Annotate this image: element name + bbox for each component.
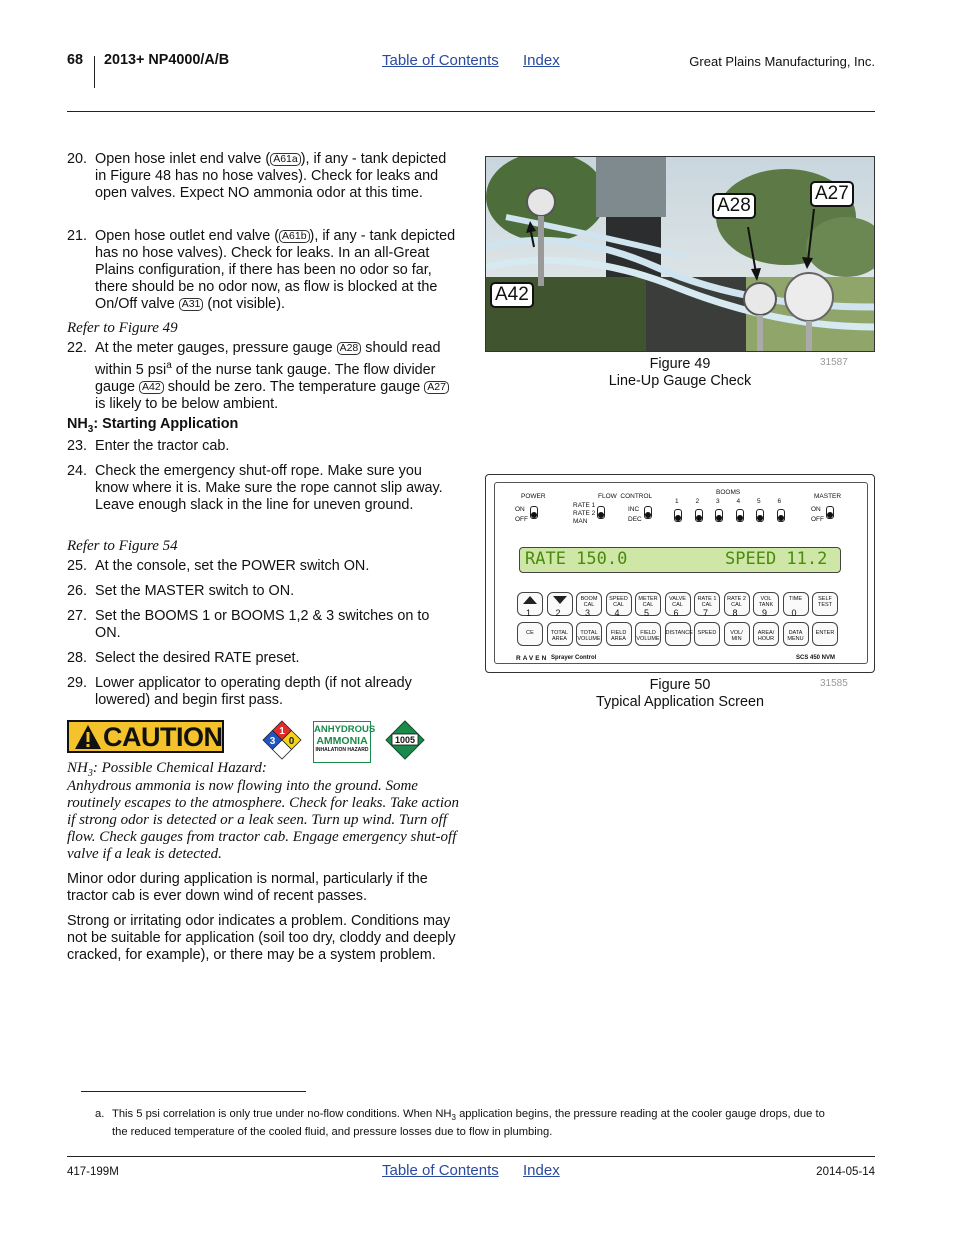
footer-rule: [67, 1156, 875, 1157]
boom-number: 6: [777, 498, 782, 505]
figure-49-id: 31587: [820, 357, 848, 368]
callout-a27: A27: [810, 181, 854, 207]
ammonia-sign: ANHYDROUS AMMONIA INHALATION HAZARD: [313, 721, 371, 763]
footer-date: 2014-05-14: [816, 1166, 875, 1178]
step-21: 21. Open hose outlet end valve ( A61b ), if any - tank depicted has no hose valves). Check for leaks. In an all-Great Plains configuration, if there has been no odor so far, there should be no odor now, as flow is blocked at the On/Off valve A31 (not visible).: [67, 228, 456, 312]
boom-switch[interactable]: [736, 509, 744, 522]
master-label: MASTER: [814, 493, 842, 500]
flow-control-switch[interactable]: [644, 506, 652, 519]
figure-49-caption: Line-Up Gauge Check: [608, 373, 752, 389]
key-label: RATE 1 CAL: [697, 596, 717, 608]
console-key[interactable]: [576, 622, 602, 646]
console-key[interactable]: [517, 622, 543, 646]
key-number: 5: [644, 608, 650, 618]
key-label: AREA/ HOUR: [757, 630, 775, 642]
console-key[interactable]: [635, 622, 661, 646]
toc-link[interactable]: Table of Contents: [382, 52, 499, 69]
key-label: SPEED CAL: [609, 596, 628, 608]
figure-49-photo: [485, 156, 875, 352]
key-number: 8: [732, 608, 738, 618]
key-label: SELF TEST: [817, 596, 833, 608]
ref-a61a: A61a: [270, 153, 301, 166]
power-label: POWER: [521, 493, 546, 500]
model-name: SCS 450 NVM: [796, 655, 836, 661]
console-key[interactable]: [812, 592, 838, 616]
arrow-down-icon: [553, 596, 567, 604]
boom-switch[interactable]: [695, 509, 703, 522]
company-name: Great Plains Manufacturing, Inc.: [689, 54, 875, 69]
key-number: 6: [673, 608, 679, 618]
header-rule: [67, 111, 875, 112]
step-25: 25. At the console, set the POWER switch ON.: [67, 558, 370, 574]
caution-label: CAUTION: [67, 720, 224, 753]
header-divider: [94, 56, 95, 88]
nfpa-health: 3: [269, 736, 276, 747]
key-label: VOL/ MIN: [730, 630, 743, 642]
key-number: 1: [526, 608, 532, 618]
model-title: 2013+ NP4000/A/B: [104, 52, 230, 68]
un-1005-placard-icon: [385, 720, 425, 760]
callout-a42: A42: [490, 282, 534, 308]
key-label: TOTAL AREA: [550, 630, 569, 642]
nfpa-diamond-icon: [262, 720, 302, 760]
refer-figure-49: Refer to Figure 49: [67, 320, 178, 336]
key-label: CE: [526, 630, 534, 636]
footer-toc-link[interactable]: Table of Contents: [382, 1162, 499, 1179]
figure-50-id: 31585: [820, 678, 848, 689]
console-key[interactable]: [694, 622, 720, 646]
key-label: ENTER: [815, 630, 835, 636]
footnote: a. This 5 psi correlation is only true under no-flow conditions. When $NH_3$ application begins, the pressure reading at the cooler gauge drops, due to the reduced temperature of the cooled fluid, and pressure losses due to flow in plumbing.: [95, 1108, 825, 1139]
figure-50-console: POWER ON OFF RATE 1 RATE 2 MAN FLOW CONTROL INC DEC BOOMS MASTER ON OFF RATE 150.0 SPEED 11.2 RAVEN Sprayer Control SCS 450 NVM 1 2 3 4 5 6 1 2 BOOM CAL 3 SPEED CAL 4 METER CAL 5 VALVE CAL 6 RATE 1 CAL 7 RATE 2 CAL 8 VOL TANK 9 TIME 0 SELF TEST CE TOTAL AREA TOTAL VOLUME FIELD AREA FIELD VOLUME DISTANCE SPEED VOL/ MIN AREA/ HOUR DATA MENU ENTER: [485, 474, 875, 673]
step-20: 20. Open hose inlet end valve ( A61a ), if any - tank depicted in Figure 48 has no hose valves). Check for leaks and open valves. Expect NO ammonia odor at this time.: [67, 151, 447, 201]
paragraph-strong-odor: Strong or irritating odor indicates a problem. Conditions may not be suitable for application (soil too dry, cloddy and deeply cracked, for example), or there may be a system problem.: [67, 913, 456, 963]
console-key[interactable]: [665, 622, 691, 646]
warning-triangle-icon: [73, 723, 103, 751]
product-name: Sprayer Control: [551, 655, 597, 661]
step-22: 22. At the meter gauges, pressure gauge A28 should read within 5 psi$^a$ of the nurse tank gauge. The flow divider gauge A42 should be zero. The temperature gauge A27 is likely to be below ambient.: [67, 340, 457, 413]
step-27: 27. Set the BOOMS 1 or BOOMS 1,2 & 3 switches on to ON.: [67, 608, 430, 641]
key-label: TIME: [788, 596, 803, 602]
svg-text:1005: 1005: [394, 735, 416, 745]
master-switch[interactable]: [826, 506, 834, 519]
step-28: 28. Select the desired RATE preset.: [67, 650, 300, 666]
boom-switch[interactable]: [777, 509, 785, 522]
arrow-up-icon: [523, 596, 537, 604]
boom-switch[interactable]: [715, 509, 723, 522]
doc-number: 417-199M: [67, 1166, 119, 1178]
console-key[interactable]: [724, 622, 750, 646]
boom-number: 2: [695, 498, 700, 505]
key-number: 2: [555, 608, 561, 618]
refer-figure-54: Refer to Figure 54: [67, 538, 178, 554]
key-label: VALVE CAL: [669, 596, 686, 608]
key-label: BOOM CAL: [580, 596, 598, 608]
brand-raven: RAVEN: [516, 655, 549, 662]
boom-number: 3: [716, 498, 720, 505]
step-26: 26. Set the MASTER switch to ON.: [67, 583, 295, 599]
section-heading: $NH_3$: Starting Application: [67, 416, 239, 435]
ref-a31: A31: [179, 298, 204, 311]
step-29: 29. Lower applicator to operating depth (if not already lowered) and begin first pass.: [67, 675, 412, 708]
paragraph-minor-odor: Minor odor during application is normal, particularly if the tractor cab is ever down wind of recent passes.: [67, 871, 428, 904]
booms-label: BOOMS: [716, 489, 741, 496]
key-label: FIELD VOLUME: [636, 630, 660, 642]
lcd-rate: RATE 150.0: [525, 549, 628, 569]
callout-a28: A28: [712, 193, 756, 219]
nfpa-reactivity: 0: [288, 736, 295, 747]
ref-a28: A28: [337, 342, 362, 355]
key-label: TOTAL VOLUME: [577, 630, 601, 642]
key-number: 3: [585, 608, 591, 618]
power-switch[interactable]: [530, 506, 538, 519]
boom-number: 4: [736, 498, 741, 505]
nfpa-flammability: 1: [279, 726, 285, 737]
key-label: VOL TANK: [758, 596, 774, 608]
key-number: 7: [703, 608, 709, 618]
figure-50-caption: Typical Application Screen: [596, 694, 764, 710]
key-label: FIELD AREA: [610, 630, 627, 642]
console-key[interactable]: [606, 622, 632, 646]
console-key[interactable]: [753, 622, 779, 646]
key-label: SPEED: [697, 630, 717, 636]
page-number: 68: [67, 52, 84, 68]
caution-title: $NH_3$: Possible Chemical Hazard:: [67, 760, 267, 779]
figure-50-number: Figure 50: [649, 677, 711, 693]
boom-switch[interactable]: [756, 509, 764, 522]
key-label: DISTANCE: [665, 630, 693, 636]
figure-49-number: Figure 49: [649, 356, 711, 372]
footnote-rule: [81, 1091, 306, 1092]
key-label: DATA MENU: [787, 630, 804, 642]
boom-number: 1: [675, 498, 679, 505]
console-key[interactable]: [783, 622, 809, 646]
ref-a27: A27: [424, 381, 449, 394]
footnote-mark[interactable]: a: [166, 360, 172, 371]
rate-switch[interactable]: [597, 506, 605, 519]
footer-index-link[interactable]: Index: [523, 1162, 560, 1179]
flow-control-label: FLOW CONTROL: [598, 493, 653, 500]
key-label: METER CAL: [638, 596, 658, 608]
boom-switch[interactable]: [674, 509, 682, 522]
key-number: 4: [614, 608, 620, 618]
caution-body: Anhydrous ammonia is now flowing into the ground. Some routinely escapes to the atmosphere. Check for leaks. Take action if strong odor is detected or a leak seen. Turn up wind. Turn off flow. Check gauges from tractor cab. Engage emergency shut-off valve if a leak is detected.: [67, 778, 459, 862]
key-label: RATE 2 CAL: [727, 596, 746, 608]
boom-number: 5: [757, 498, 761, 505]
ref-a61b: A61b: [279, 230, 310, 243]
lcd-display: [519, 547, 841, 573]
console-key[interactable]: [547, 622, 573, 646]
key-number: 0: [791, 608, 797, 618]
index-link[interactable]: Index: [523, 52, 560, 69]
step-23: 23. Enter the tractor cab.: [67, 438, 230, 454]
key-number: 9: [762, 608, 768, 618]
lcd-speed: SPEED 11.2: [725, 549, 828, 569]
step-24: 24. Check the emergency shut-off rope. Make sure you know where it is. Make sure the rope cannot slip away. Leave enough slack in the line for uneven ground.: [67, 463, 443, 513]
ref-a42: A42: [139, 381, 164, 394]
console-key[interactable]: [812, 622, 838, 646]
